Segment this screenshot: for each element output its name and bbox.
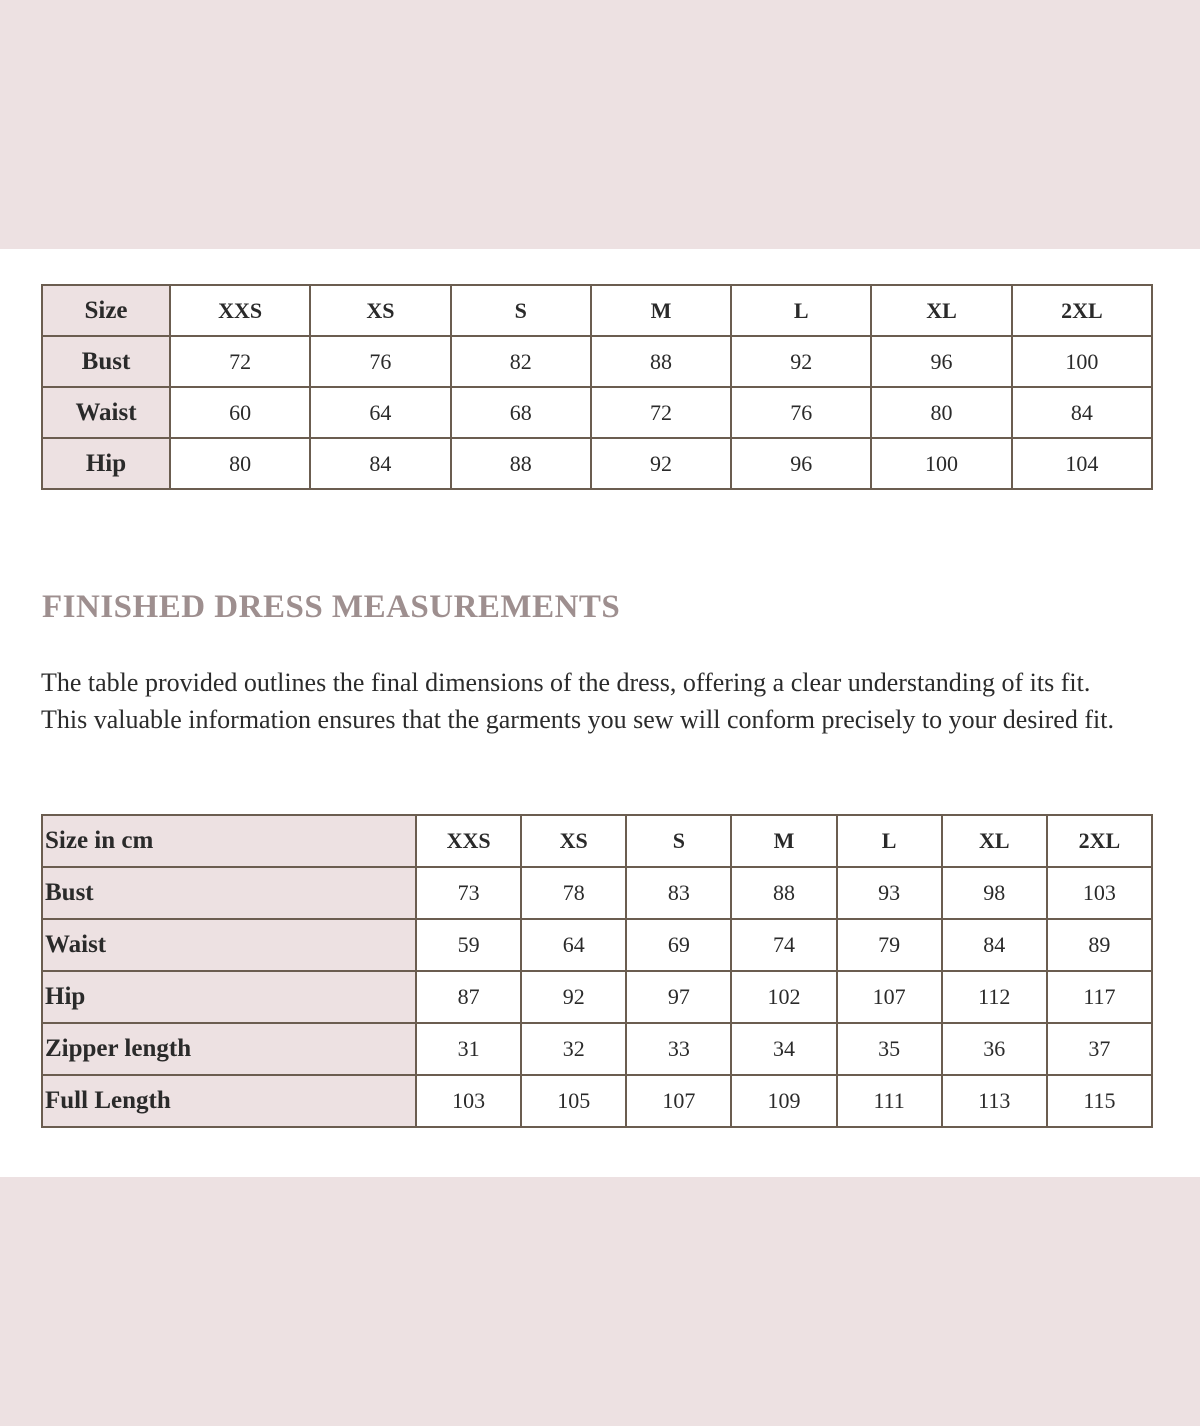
table-cell: 98 <box>942 867 1047 919</box>
table-header-row <box>42 285 1152 336</box>
table-cell: 74 <box>731 919 836 971</box>
table-cell: 97 <box>626 971 731 1023</box>
size-xxs: XXS <box>416 815 521 867</box>
table-cell: 104 <box>1012 438 1152 489</box>
table-cell: 109 <box>731 1075 836 1127</box>
table-cell: 84 <box>310 438 450 489</box>
section-title: FINISHED DRESS MEASUREMENTS <box>42 589 621 625</box>
table-cell: 80 <box>170 438 310 489</box>
table-cell: 31 <box>416 1023 521 1075</box>
table-cell: 83 <box>626 867 731 919</box>
size-xl: XL <box>871 285 1011 336</box>
table-cell: 100 <box>871 438 1011 489</box>
row-label-hip: Hip <box>42 971 416 1023</box>
table-cell: 73 <box>416 867 521 919</box>
table-cell: 103 <box>1047 867 1152 919</box>
table-row <box>42 1023 1152 1075</box>
row-label-hip: Hip <box>42 438 170 489</box>
size-xl: XL <box>942 815 1047 867</box>
size-xs: XS <box>521 815 626 867</box>
table-cell: 34 <box>731 1023 836 1075</box>
table-cell: 69 <box>626 919 731 971</box>
row-label-bust: Bust <box>42 336 170 387</box>
table-cell: 33 <box>626 1023 731 1075</box>
size-in-cm-header: Size in cm <box>42 815 416 867</box>
section-description: The table provided outlines the final dimensions of the dress, offering a clear understanding of its fit. This valuable information ensures that the garments you sew will conform precisely to your desired fit. <box>41 668 1114 734</box>
size-2xl: 2XL <box>1047 815 1152 867</box>
table-cell: 105 <box>521 1075 626 1127</box>
table-cell: 88 <box>451 438 591 489</box>
table-cell: 88 <box>591 336 731 387</box>
size-2xl: 2XL <box>1012 285 1152 336</box>
table-cell: 79 <box>837 919 942 971</box>
table-cell: 107 <box>837 971 942 1023</box>
table-cell: 72 <box>591 387 731 438</box>
table-row <box>42 387 1152 438</box>
table-cell: 96 <box>871 336 1011 387</box>
table-cell: 87 <box>416 971 521 1023</box>
size-xs: XS <box>310 285 450 336</box>
table-cell: 113 <box>942 1075 1047 1127</box>
table-header-row <box>42 815 1152 867</box>
table-cell: 92 <box>591 438 731 489</box>
table-row <box>42 336 1152 387</box>
table-cell: 37 <box>1047 1023 1152 1075</box>
row-label-zipper-length: Zipper length <box>42 1023 416 1075</box>
size-s: S <box>451 285 591 336</box>
table-cell: 103 <box>416 1075 521 1127</box>
size-m: M <box>591 285 731 336</box>
table-cell: 107 <box>626 1075 731 1127</box>
body-measurements-table <box>41 284 1153 490</box>
table-row <box>42 919 1152 971</box>
table-cell: 76 <box>310 336 450 387</box>
table-cell: 59 <box>416 919 521 971</box>
table-row <box>42 438 1152 489</box>
table-cell: 68 <box>451 387 591 438</box>
row-label-waist: Waist <box>42 387 170 438</box>
table-cell: 112 <box>942 971 1047 1023</box>
table-cell: 102 <box>731 971 836 1023</box>
table-cell: 78 <box>521 867 626 919</box>
table-cell: 82 <box>451 336 591 387</box>
row-label-waist: Waist <box>42 919 416 971</box>
table-cell: 76 <box>731 387 871 438</box>
table-cell: 35 <box>837 1023 942 1075</box>
table-cell: 115 <box>1047 1075 1152 1127</box>
table-row <box>42 867 1152 919</box>
table-cell: 89 <box>1047 919 1152 971</box>
table-cell: 117 <box>1047 971 1152 1023</box>
row-label-bust: Bust <box>42 867 416 919</box>
table-cell: 36 <box>942 1023 1047 1075</box>
table-cell: 64 <box>521 919 626 971</box>
table-cell: 88 <box>731 867 836 919</box>
table-cell: 93 <box>837 867 942 919</box>
table-cell: 92 <box>731 336 871 387</box>
size-header: Size <box>42 285 170 336</box>
size-l: L <box>837 815 942 867</box>
size-l: L <box>731 285 871 336</box>
table-cell: 64 <box>310 387 450 438</box>
table-cell: 60 <box>170 387 310 438</box>
document-page <box>0 249 1200 1177</box>
table-cell: 100 <box>1012 336 1152 387</box>
table-row <box>42 971 1152 1023</box>
size-m: M <box>731 815 836 867</box>
size-s: S <box>626 815 731 867</box>
table-cell: 84 <box>942 919 1047 971</box>
size-xxs: XXS <box>170 285 310 336</box>
table-cell: 80 <box>871 387 1011 438</box>
table-cell: 32 <box>521 1023 626 1075</box>
table-cell: 84 <box>1012 387 1152 438</box>
table-cell: 72 <box>170 336 310 387</box>
row-label-full-length: Full Length <box>42 1075 416 1127</box>
table-cell: 92 <box>521 971 626 1023</box>
finished-measurements-table <box>41 814 1153 1128</box>
table-cell: 96 <box>731 438 871 489</box>
table-row <box>42 1075 1152 1127</box>
table-cell: 111 <box>837 1075 942 1127</box>
